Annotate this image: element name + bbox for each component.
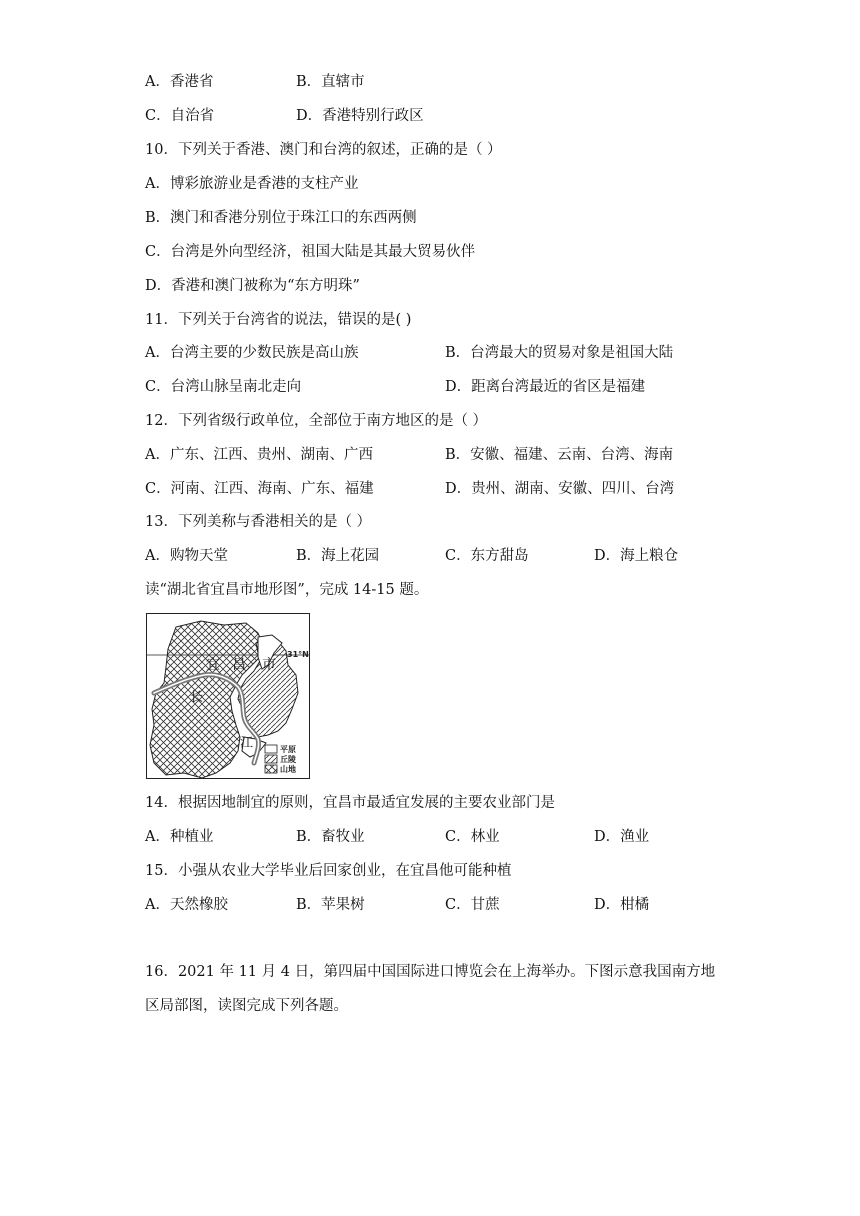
q12-stem: 12．下列省级行政单位，全部位于南方地区的是（ ） — [145, 413, 488, 429]
q11-option-d: D．距离台湾最近的省区是福建 — [445, 379, 646, 395]
q9-option-a: A．香港省 — [145, 74, 214, 90]
q10-option-a: A．博彩旅游业是香港的支柱产业 — [145, 176, 359, 192]
q13-option-c: C．东方甜岛 — [445, 548, 529, 564]
q14-option-d: D．渔业 — [594, 829, 650, 845]
q11-option-a: A．台湾主要的少数民族是高山族 — [145, 345, 359, 361]
latitude-label: 31°N — [287, 650, 309, 659]
city-char-3: 市 — [262, 657, 276, 673]
q11-option-c: C．台湾山脉呈南北走向 — [145, 379, 302, 395]
legend-plain: 平原 — [280, 745, 296, 754]
q12-option-b: B．安徽、福建、云南、台湾、海南 — [445, 447, 674, 463]
q15-option-d: D．柑橘 — [594, 897, 650, 913]
q9-option-c: C．自治省 — [145, 108, 215, 124]
q14-option-c: C．林业 — [445, 829, 500, 845]
q16-stem-line2: 区局部图，读图完成下列各题。 — [145, 998, 348, 1014]
q10-option-b: B．澳门和香港分别位于珠江口的东西两侧 — [145, 210, 417, 226]
q12-option-a: A．广东、江西、贵州、湖南、广西 — [145, 447, 373, 463]
q15-option-b: B．苹果树 — [296, 897, 365, 913]
q13-option-b: B．海上花园 — [296, 548, 380, 564]
q11-option-b: B．台湾最大的贸易对象是祖国大陆 — [445, 345, 674, 361]
q15-option-a: A．天然橡胶 — [145, 897, 228, 913]
q14-stem: 14．根据因地制宜的原则，宜昌市最适宜发展的主要农业部门是 — [145, 795, 555, 811]
q9-option-b: B．直辖市 — [296, 74, 365, 90]
q15-stem: 15．小强从农业大学毕业后回家创业，在宜昌他可能种植 — [145, 863, 512, 879]
q12-option-d: D．贵州、湖南、安徽、四川、台湾 — [445, 481, 675, 497]
city-char-2: 昌 — [232, 657, 246, 673]
city-char-1: 宜 — [206, 657, 220, 673]
q13-option-d: D．海上粮仓 — [594, 548, 679, 564]
yichang-terrain-map — [146, 613, 310, 779]
q15-option-c: C．甘蔗 — [445, 897, 500, 913]
map-legend — [265, 744, 296, 774]
map-intro: 读“湖北省宜昌市地形图”，完成 14-15 题。 — [145, 582, 429, 598]
legend-mountain: 山地 — [280, 765, 296, 774]
q10-option-c: C．台湾是外向型经济，祖国大陆是其最大贸易伙伴 — [145, 244, 476, 260]
legend-hill: 丘陵 — [280, 755, 296, 764]
q9-option-d: D．香港特别行政区 — [296, 108, 424, 124]
q10-stem: 10．下列关于香港、澳门和台湾的叙述，正确的是（ ） — [145, 142, 502, 158]
q11-stem: 11．下列关于台湾省的说法，错误的是( ) — [145, 312, 412, 328]
q13-option-a: A．购物天堂 — [145, 548, 228, 564]
river-char-1: 长 — [190, 690, 204, 705]
q14-option-b: B．畜牧业 — [296, 829, 365, 845]
q16-stem-line1: 16．2021 年 11 月 4 日，第四届中国国际进口博览会在上海举办。下图示意我国南方地 — [145, 964, 716, 980]
q13-stem: 13．下列美称与香港相关的是（ ） — [145, 514, 372, 530]
river-char-2: 江 — [240, 736, 254, 751]
q12-option-c: C．河南、江西、海南、广东、福建 — [145, 481, 374, 497]
q10-option-d: D．香港和澳门被称为“东方明珠” — [145, 278, 360, 294]
q14-option-a: A．种植业 — [145, 829, 214, 845]
